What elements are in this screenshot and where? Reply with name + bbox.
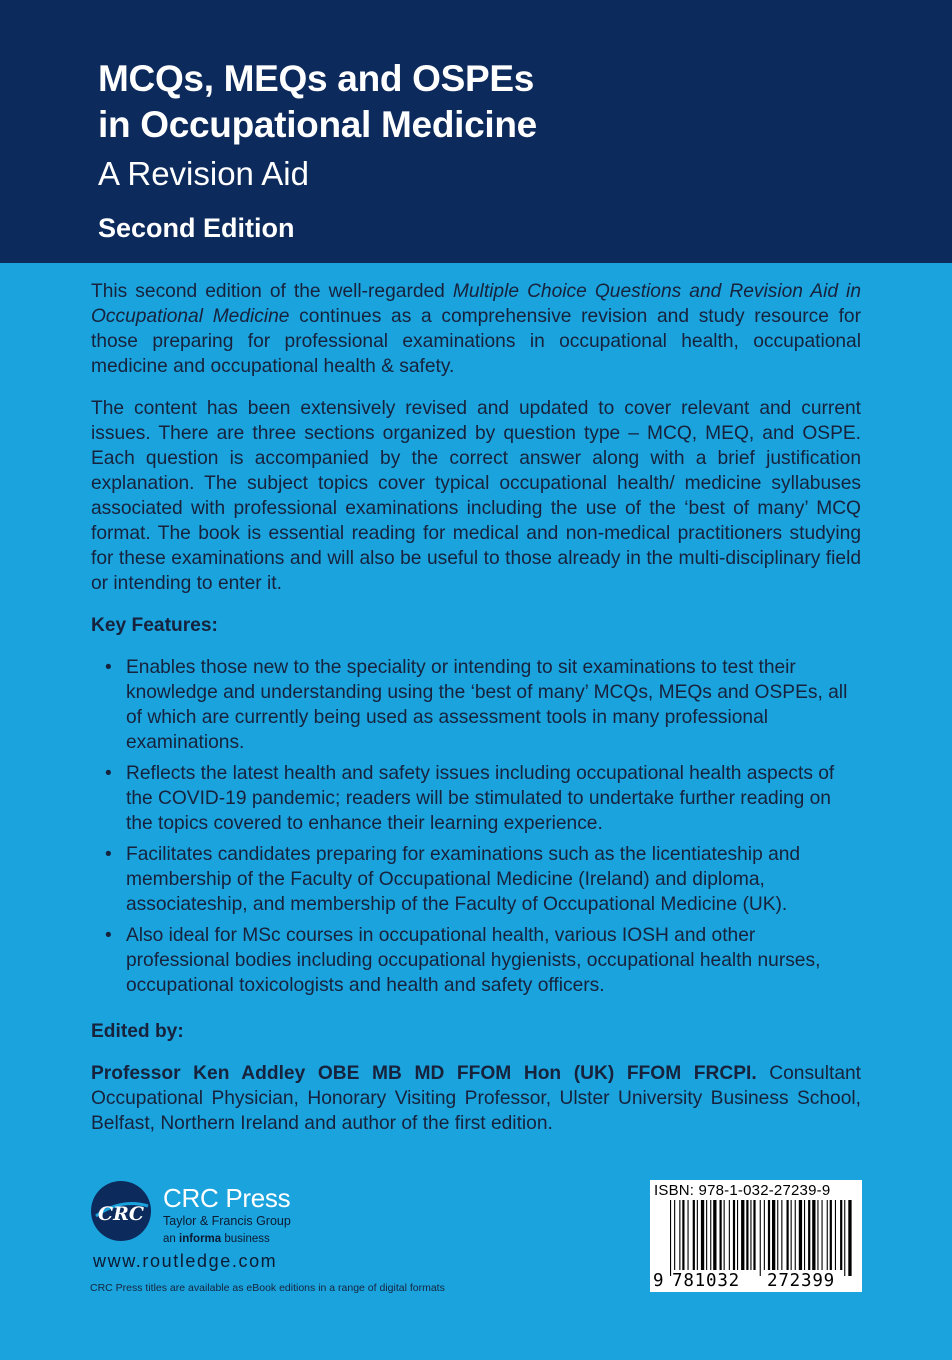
barcode-bar — [733, 1200, 735, 1270]
book-subtitle: A Revision Aid — [98, 155, 309, 192]
informa-word: informa — [179, 1233, 222, 1245]
key-features-list — [91, 655, 861, 998]
crc-logo-icon — [90, 1180, 152, 1242]
isbn-label: ISBN: 978-1-032-27239-9 — [654, 1182, 831, 1199]
informa-suffix: business — [221, 1233, 270, 1245]
barcode-bar — [741, 1200, 744, 1270]
ebook-note: CRC Press titles are available as eBook editions in a range of digital formats — [90, 1282, 445, 1294]
barcode-bar — [746, 1200, 748, 1270]
barcode-bar — [701, 1200, 704, 1270]
barcode-bar — [750, 1200, 751, 1270]
publisher-group: Taylor & Francis Group — [163, 1214, 291, 1228]
list-item — [91, 923, 861, 998]
barcode-bar — [764, 1200, 765, 1270]
title-line-1: MCQs, MEQs and OSPEs — [98, 58, 535, 99]
barcode-bar — [706, 1200, 707, 1270]
barcode-bar — [760, 1200, 761, 1276]
barcode-bar — [688, 1200, 689, 1270]
barcode-bar — [848, 1200, 851, 1276]
cover-header — [0, 0, 952, 263]
barcode-bar — [844, 1200, 845, 1276]
barcode-bar — [710, 1200, 711, 1270]
barcode-bar — [693, 1200, 695, 1270]
previous-edition-title: Multiple Choice Questions and Revision Aid in Occupational Medicine — [91, 281, 861, 327]
barcode-bar — [682, 1200, 684, 1270]
bullet-icon: • — [105, 844, 112, 865]
barcode-bar — [753, 1200, 755, 1270]
blurb-body — [91, 279, 861, 1153]
feature-text: Reflects the latest health and safety issues including occupational health aspects of the COVID-19 pandemic; readers will be stimulated to undertake further reading on the topics covered to enhance their learning experience. — [126, 763, 835, 834]
barcode-digits-left: 781032 — [672, 1271, 741, 1291]
barcode-bar — [720, 1200, 722, 1270]
barcode-bar — [697, 1200, 698, 1270]
list-item — [91, 842, 861, 917]
publisher-block — [90, 1180, 490, 1280]
barcode-bar — [768, 1200, 770, 1270]
barcode-bar — [808, 1200, 810, 1270]
intro-paragraph-2: The content has been extensively revised and updated to cover relevant and current issues. There are three sections organized by question type – MCQ, MEQ, and OSPE. Each question is accompanied by the correct answer along with a brief justification explanation. The subject topics cover typical occupational health/ medicine syllabuses associated with professional examinations including the use of the ‘best of many’ MCQ format. The book is essential reading for medical and non-medical practitioners studying for these examinations and will also be useful to those already in the multi-disciplinary field or intending to enter it. — [91, 398, 861, 594]
edited-by-heading: Edited by: — [91, 1021, 184, 1042]
list-item — [91, 761, 861, 836]
isbn-barcode — [650, 1180, 862, 1292]
barcode-bar — [817, 1200, 818, 1270]
intro-text-cont: continues as a comprehensive revision and study resource for those preparing for professional examinations in occupational health, occupational medicine and occupational health & safety. — [91, 306, 861, 377]
list-item — [91, 655, 861, 755]
barcode-bar — [674, 1200, 675, 1270]
barcode-bar — [729, 1200, 730, 1270]
intro-text: This second edition of the well-regarded — [91, 281, 453, 302]
barcode-bar — [830, 1200, 832, 1270]
informa-tagline — [163, 1231, 270, 1247]
barcode-bar — [787, 1200, 789, 1270]
barcode-bar — [804, 1200, 805, 1270]
bullet-icon: • — [105, 657, 112, 678]
feature-text: Enables those new to the speciality or intending to sit examinations to test their knowledge and understanding using the ‘best of many’ MCQs, MEQs and OSPEs, all of which are currently being used as assessment tools in many professional examinations. — [126, 657, 848, 753]
barcode-bar — [724, 1200, 725, 1270]
informa-prefix: an — [163, 1233, 179, 1245]
barcode-bar — [822, 1200, 823, 1270]
feature-text: Facilitates candidates preparing for examinations such as the licentiateship and membership of the Faculty of Occupational Medicine (Ireland) and diploma, associateship, and membership of the Faculty of Occupational Medicine (UK). — [126, 844, 801, 915]
barcode-bar — [679, 1200, 680, 1270]
bullet-icon: • — [105, 763, 112, 784]
barcode-digits-right: 272399 — [767, 1271, 836, 1291]
barcode-bar — [670, 1200, 671, 1276]
editor-name: Professor Ken Addley OBE MB MD FFOM Hon (UK) FFOM FRCPI. — [91, 1063, 757, 1084]
barcode-bar — [795, 1200, 796, 1270]
barcode-digit-first: 9 — [653, 1271, 665, 1291]
barcode-bar — [799, 1200, 802, 1270]
barcode-bar — [781, 1200, 782, 1270]
publisher-website-link[interactable]: www.routledge.com — [93, 1251, 278, 1271]
barcode-bar — [791, 1200, 792, 1270]
book-title — [98, 56, 537, 148]
publisher-name: CRC Press — [163, 1183, 291, 1213]
editor-paragraph — [91, 1061, 861, 1136]
barcode-bar — [772, 1200, 775, 1270]
editor-bio: Consultant Occupational Physician, Honorary Visiting Professor, Ulster University Business School, Belfast, Northern Ireland and author of the first edition. — [91, 1063, 861, 1134]
barcode-bar — [840, 1200, 842, 1270]
barcode-bar — [713, 1200, 716, 1270]
barcode-bar — [777, 1200, 778, 1270]
barcode-bar — [737, 1200, 738, 1270]
barcode-bar — [812, 1200, 815, 1270]
feature-text: Also ideal for MSc courses in occupational health, various IOSH and other professional bodies including occupational hygienists, occupational health nurses, occupational toxicologists and health and safety officers. — [126, 925, 821, 996]
intro-paragraph-1 — [91, 279, 861, 379]
crc-logo-text: CRC — [97, 1203, 145, 1225]
bullet-icon: • — [105, 925, 112, 946]
title-line-2: in Occupational Medicine — [98, 104, 537, 145]
barcode-bar — [827, 1200, 828, 1270]
book-edition: Second Edition — [98, 213, 295, 243]
barcode-bar — [835, 1200, 836, 1270]
key-features-heading: Key Features: — [91, 615, 218, 636]
